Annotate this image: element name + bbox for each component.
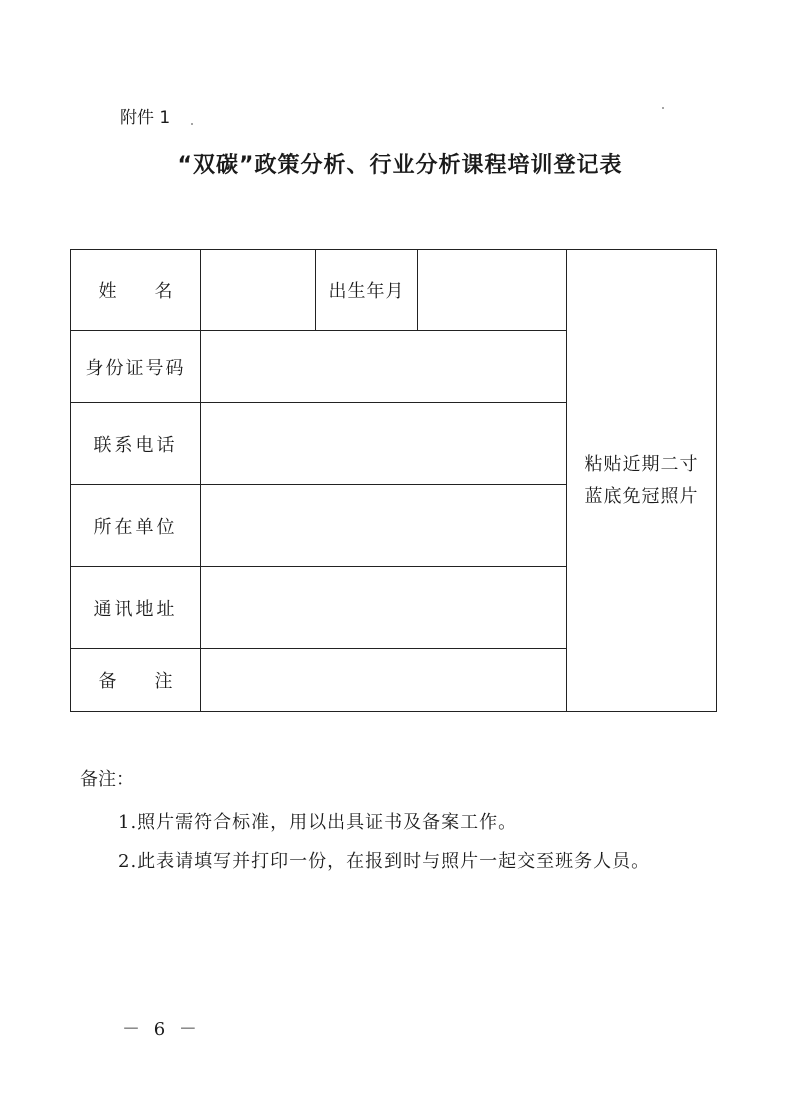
- phone-label: 联系电话: [71, 403, 201, 485]
- note-item-2: 2.此表请填写并打印一份，在报到时与照片一起交至班务人员。: [118, 851, 651, 872]
- attachment-label: 附件 1: [120, 108, 171, 128]
- birth-field[interactable]: [418, 250, 567, 331]
- page-number: － 6 －: [122, 1019, 201, 1040]
- id-number-label: 身份证号码: [71, 331, 201, 403]
- name-field[interactable]: [201, 250, 316, 331]
- photo-instruction-line1: 粘贴近期二寸: [584, 453, 699, 475]
- organization-label: 所在单位: [71, 485, 201, 567]
- note-item-1: 1.照片需符合标准，用以出具证书及备案工作。: [118, 812, 518, 833]
- address-label: 通讯地址: [71, 567, 201, 649]
- notes-heading: 备注：: [80, 769, 134, 790]
- address-field[interactable]: [201, 567, 567, 649]
- organization-field[interactable]: [201, 485, 567, 567]
- remark-label: 备 注: [71, 649, 201, 712]
- scan-speck: [191, 123, 193, 125]
- scan-speck: [662, 107, 664, 109]
- photo-instruction-line2: 蓝底免冠照片: [584, 485, 699, 507]
- name-label: 姓 名: [71, 250, 201, 331]
- page-title: “双碳”政策分析、行业分析课程培训登记表: [177, 153, 623, 178]
- photo-area: [567, 250, 717, 712]
- phone-field[interactable]: [201, 403, 567, 485]
- remark-field[interactable]: [201, 649, 567, 712]
- id-number-field[interactable]: [201, 331, 567, 403]
- birth-label: 出生年月: [316, 250, 418, 331]
- registration-form: [70, 249, 717, 712]
